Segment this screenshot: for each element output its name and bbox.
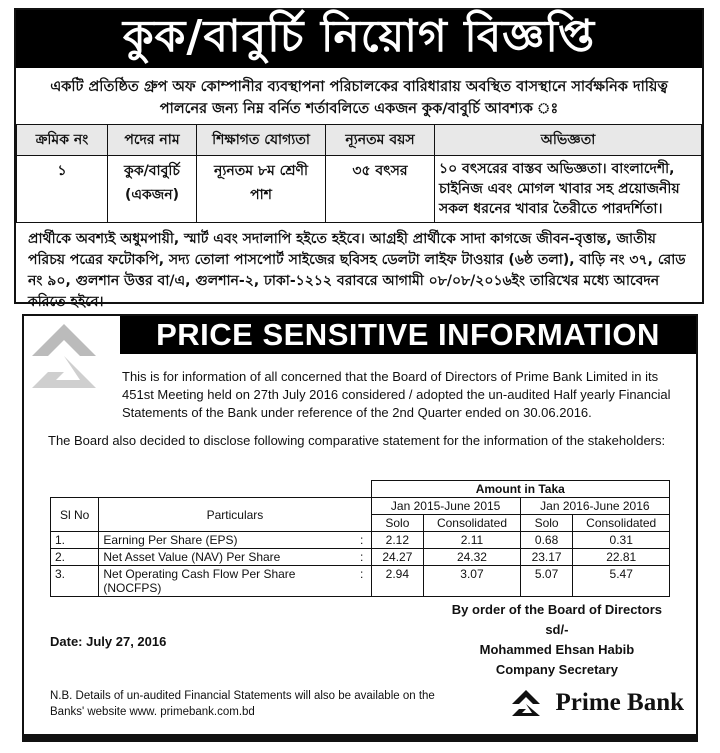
header-education: শিক্ষাগত যোগ্যতা — [197, 125, 326, 156]
header-period-2016: Jan 2016-June 2016 — [520, 498, 669, 515]
header-cons-2016: Consolidated — [573, 515, 670, 532]
header-solo-2015: Solo — [371, 515, 424, 532]
comparative-statement-table — [50, 480, 670, 597]
job-ad-title: কুক/বাবুর্চি নিয়োগ বিজ্ঞপ্তি — [16, 10, 702, 68]
header-post: পদের নাম — [108, 125, 197, 156]
header-solo-2016: Solo — [520, 515, 573, 532]
nb-note: N.B. Details of un-audited Financial Statements will also be available on the Banks' website www. primebank.com.bd — [50, 690, 435, 718]
table-row: 1. Earning Per Share (EPS) : 2.12 2.11 0.68 0.31 — [51, 532, 670, 549]
bottom-rule — [24, 734, 696, 740]
header-cons-2015: Consolidated — [424, 515, 521, 532]
prime-bank-logo — [510, 688, 684, 718]
header-serial: ক্রমিক নং — [17, 125, 108, 156]
header-sl: Sl No — [51, 498, 99, 532]
job-advertisement — [14, 8, 704, 310]
table-row: 2. Net Asset Value (NAV) Per Share : 24.27 24.32 23.17 22.81 — [51, 549, 670, 566]
amount-header: Amount in Taka — [371, 481, 669, 498]
signed-mark: sd/- — [545, 622, 569, 637]
job-ad-intro: একটি প্রতিষ্ঠিত গ্রুপ অফ কোম্পানীর ব্যবস্থাপনা পরিচালকের বারিধারায় অবস্থিত বাসস্থানে সার্বক্ষনিক দায়িত্ব পালনের জন্য নিম্ন বর্নিত শর্তাবলিতে একজন কুক/বাবুর্চি আবশ্যক ঃ — [50, 79, 668, 117]
psi-intro: This is for information of all concerned that the Board of Directors of Prime Bank Limited in its 451st Meeting held on 27th July 2016 considered / adopted the un-audited Half yearly Financial Statements of the Bank under reference of the 2nd Quarter ended on 30.06.2016. — [122, 369, 671, 420]
prime-bank-logo-watermark-icon — [24, 316, 118, 390]
header-experience: অভিজ্ঞতা — [435, 125, 702, 156]
order-by: By order of the Board of Directors — [451, 602, 662, 617]
price-sensitive-notice — [22, 314, 698, 742]
header-period-2015: Jan 2015-June 2015 — [371, 498, 520, 515]
cell-age: ৩৫ বৎসর — [326, 156, 435, 223]
prime-bank-emblem-icon — [510, 688, 550, 718]
notice-date: Date: July 27, 2016 — [50, 634, 167, 649]
table-row — [17, 156, 702, 223]
brand-name: Prime Bank — [555, 689, 684, 716]
cell-education: ন্যূনতম ৮ম শ্রেণী পাশ — [197, 156, 326, 223]
cell-post: কুক/বাবুর্চি (একজন) — [108, 156, 197, 223]
signatory-designation: Company Secretary — [495, 662, 618, 677]
cell-experience: ১০ বৎসরের বাস্তব অভিজ্ঞতা। বাংলাদেশী, চাইনিজ এবং মোগল খাবার সহ প্রয়োজনীয় সকল ধরনের খাবার তৈরীতে পারদর্শিতা। — [435, 156, 702, 223]
table-row: 3. Net Operating Cash Flow Per Share (NOCFPS) : 2.94 3.07 5.07 5.47 — [51, 566, 670, 597]
psi-board-decision: The Board also decided to disclose following comparative statement for the information of the stakeholders: — [48, 433, 666, 448]
job-ad-instructions: প্রার্থীকে অবশ্যই অধুমপায়ী, স্মার্ট এবং সদালাপি হইতে হইবে। আগ্রহী প্রার্থীকে সাদা কাগজে জীবন-বৃত্তান্ত, জাতীয় পরিচয় পত্রের ফটোকপি, সদ্য তোলা পাসপোর্ট সাইজের ছবিসহ ডেলটা লাইফ টাওয়ার (৬ষ্ঠ তলা), বাড়ি নং ৩৭, রোড নং ৯০, গুলশান উত্তর বা/এ, গুলশান-২, ঢাকা-১২১২ বরাবরে আগামী ০৮/০৮/২০১৬ইং তারিখের মধ্যে আবেদন করিতে হইবে। — [28, 231, 686, 310]
psi-title: PRICE SENSITIVE INFORMATION — [120, 316, 696, 354]
job-requirements-table — [16, 124, 702, 223]
table-header-row — [17, 125, 702, 156]
header-particulars: Particulars — [99, 498, 371, 532]
cell-serial: ১ — [17, 156, 108, 223]
header-age: ন্যূনতম বয়স — [326, 125, 435, 156]
signature-block — [452, 600, 662, 680]
signatory-name: Mohammed Ehsan Habib — [479, 642, 635, 657]
